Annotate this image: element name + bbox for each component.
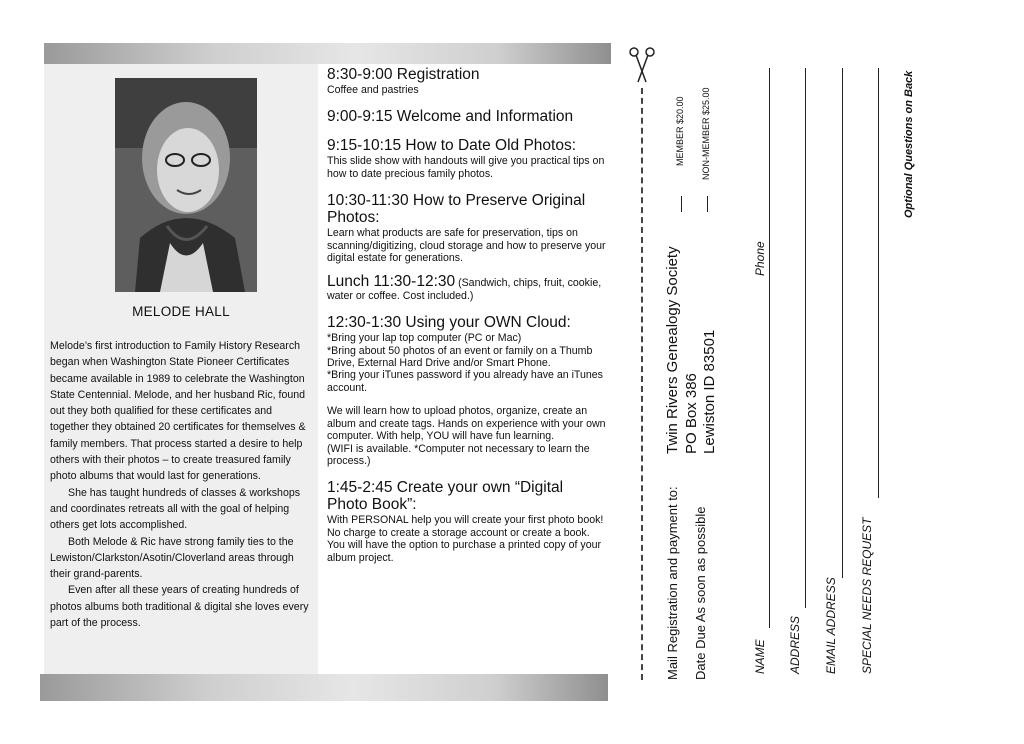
address-field[interactable]: [805, 68, 806, 608]
schedule-desc: Coffee and pastries: [327, 84, 419, 96]
schedule-desc: (WIFI is available. *Computer not necessary to learn the process.): [327, 442, 590, 467]
bio-paragraph: Melode’s first introduction to Family History Research began when Washington State Pioneer Certificates became available in 1989 to celebrate the Washington State Centennial. Melode, and her husband Ric, found out they both qualified for these certificates and together they obtained 20 certificates for themselves & family members. That process started a desire to help others with their photos – to create treasured family photo albums that would last for generations.: [50, 340, 306, 483]
schedule-item: [327, 66, 607, 96]
lunch-item: [327, 273, 607, 302]
bio-paragraph: Even after all these years of creating hundreds of photos albums both traditional & digital she loves every part of the process.: [50, 584, 309, 630]
schedule-title: 1:45-2:45 Create your own “Digital Photo Book”:: [327, 479, 564, 514]
phone-label: Phone: [753, 241, 767, 276]
speaker-bio-panel: [44, 64, 318, 674]
top-gradient-bar: [44, 43, 611, 64]
speaker-photo: [115, 78, 257, 292]
schedule-title: 12:30-1:30 Using your OWN Cloud:: [327, 314, 571, 332]
name-label: NAME: [753, 639, 767, 674]
schedule-desc: This slide show with handouts will give you practical tips on how to date precious family photos.: [327, 155, 605, 180]
date-due-text: Date Due As soon as possible: [693, 506, 708, 680]
special-needs-label: SPECIAL NEEDS REQUEST: [860, 517, 874, 674]
member-fee: MEMBER $20.00: [675, 96, 685, 166]
schedule-desc: With PERSONAL help you will create your first photo book! No charge to create a storage account or create a book. You will have the option to purchase a printed copy of your album project.: [327, 514, 604, 564]
bio-paragraph: She has taught hundreds of classes & workshops and coordinates retreats all with the goal of helping others get lots accomplished.: [50, 486, 301, 532]
schedule-desc: *Bring your iTunes password if you already have an iTunes account.: [327, 369, 603, 394]
bio-paragraph: Both Melode & Ric have strong family ties to the Lewiston/Clarkston/Asotin/Cloverland areas through their grand-parents.: [50, 535, 294, 581]
email-field[interactable]: [842, 68, 843, 578]
schedule-desc: *Bring about 50 photos of an event or family on a Thumb Drive, External Hard Drive and/or Smart Phone.: [327, 344, 593, 370]
member-checkbox-line[interactable]: [681, 196, 682, 212]
society-city: Lewiston ID 83501: [701, 329, 718, 454]
speaker-name: MELODE HALL: [132, 304, 230, 319]
address-label: ADDRESS: [788, 615, 802, 674]
society-box: PO Box 386: [683, 373, 700, 454]
non-member-checkbox-line[interactable]: [707, 196, 708, 212]
optional-questions-note: Optional Questions on Back: [903, 70, 915, 218]
schedule-desc: Learn what products are safe for preservation, tips on scanning/digitizing, cloud storage and how to preserve your digital estate for generations.: [327, 227, 606, 265]
schedule-item: [327, 479, 607, 564]
schedule-item: [327, 108, 607, 125]
schedule-item: [327, 314, 607, 467]
mail-to-text: Mail Registration and payment to:: [665, 486, 680, 680]
email-label: EMAIL ADDRESS: [824, 577, 838, 674]
schedule-title: 9:00-9:15 Welcome and Information: [327, 108, 574, 126]
schedule-item: [327, 192, 607, 264]
schedule-item: [327, 137, 607, 180]
schedule-desc: *Bring your lap top computer (PC or Mac): [327, 332, 522, 345]
schedule-title: 9:15-10:15 How to Date Old Photos:: [327, 137, 577, 155]
society-name: Twin Rivers Genealogy Society: [664, 246, 681, 454]
lunch-title: Lunch 11:30-12:30: [327, 273, 456, 291]
schedule-desc: We will learn how to upload photos, organize, create an album and create tags. Hands on experience with your own computer. With help, YOU will have fun learning.: [327, 405, 606, 443]
speaker-bio: [50, 338, 312, 631]
schedule-title: 8:30-9:00 Registration: [327, 66, 480, 83]
scissors-icon: [628, 46, 656, 84]
lunch-note: (Sandwich, chips, fruit, cookie, water or coffee. Cost included.): [327, 277, 602, 302]
schedule-title: 10:30-11:30 How to Preserve Original Photos:: [327, 192, 586, 227]
registration-form: [657, 44, 1017, 684]
non-member-fee: NON-MEMBER $25.00: [701, 87, 711, 180]
special-needs-field[interactable]: [878, 68, 879, 498]
bottom-gradient-bar: [40, 674, 608, 701]
name-field[interactable]: [769, 68, 770, 628]
schedule: [327, 66, 607, 576]
cut-line: [641, 88, 643, 680]
